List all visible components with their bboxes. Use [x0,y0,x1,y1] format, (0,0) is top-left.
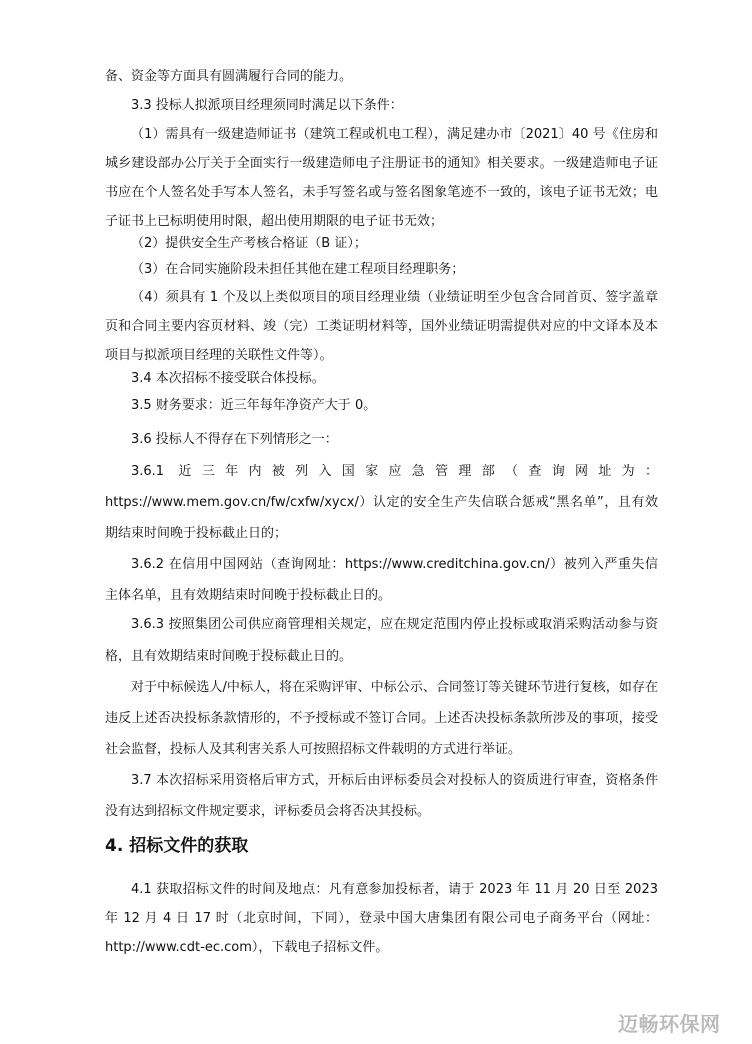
paragraph-3-4: 3.4 本次招标不接受联合体投标。 [131,371,325,386]
section-heading-4: 4. 招标文件的获取 [105,836,249,856]
paragraph-review: 对于中标候选人/中标人，将在采购评审、中标公示、合同签订等关键环节进行复核，如存在违反上述否决投标条款情形的，不予授标或不签订合同。上述否决投标条款所涉及的事项，接受社会监督，投标人及其利害关系人可按照招标文件载明的方式进行举证。 [105,680,658,757]
paragraph-3-3-1: （1）需具有一级建造师证书（建筑工程或机电工程），满足建办市〔2021〕40 号《住房和城乡建设部办公厅关于全面实行一级建造师电子注册证书的通知》相关要求。一级建造师电子证书应在个人签名处手写本人签名，未手写签名或与签名图象笔迹不一致的，该电子证书无效；电子证书上已标明使用时限，超出使用期限的电子证书无效； [105,127,658,229]
paragraph-3-3: 3.3 投标人拟派项目经理须同时满足以下条件： [131,98,403,113]
paragraph-3-5: 3.5 财务要求：近三年每年净资产大于 0。 [131,398,377,413]
watermark-logo: 迈畅环保网 [618,1012,721,1036]
paragraph-3-6: 3.6 投标人不得存在下列情形之一： [131,432,338,447]
paragraph-3-3-2: （2）提供安全生产考核合格证（B 证）； [131,236,367,251]
paragraph-3-6-2: 3.6.2 在信用中国网站（查询网址：https://www.creditchina.gov.cn/）被列入严重失信主体名单，且有效期结束时间晚于投标截止日的。 [105,557,658,603]
paragraph-4-1: 4.1 获取招标文件的时间及地点：凡有意参加投标者，请于 2023 年 11 月 20 日至 2023 年 12 月 4 日 17 时（北京时间，下同），登录中国大唐集团有限公司电子商务平台（网址：http://www.cdt-ec.com），下载电子招标文件。 [105,882,658,955]
paragraph-continuation: 备、资金等方面具有圆满履行合同的能力。 [105,69,353,84]
paragraph-3-6-3: 3.6.3 按照集团公司供应商管理相关规定，应在规定范围内停止投标或取消采购活动参与资格，且有效期结束时间晚于投标截止日的。 [105,617,658,664]
paragraph-3-7: 3.7 本次招标采用资格后审方式，开标后由评标委员会对投标人的资质进行审查，资格条件没有达到招标文件规定要求，评标委员会将否决其投标。 [105,773,658,819]
paragraph-3-6-1: 3.6.1 近三年内被列入国家应急管理部（查询网址为：https://www.mem.gov.cn/fw/cxfw/xycx/）认定的安全生产失信联合惩戒“黑名单”，且有效期结束时间晚于投标截止日的； [105,464,658,541]
paragraph-3-3-4: （4）须具有 1 个及以上类似项目的项目经理业绩（业绩证明至少包含合同首页、签字盖章页和合同主要内容页材料、竣（完）工类证明材料等，国外业绩证明需提供对应的中文译本及本项目与拟派项目经理的关联性文件等）。 [105,290,658,363]
paragraph-3-3-3: （3）在合同实施阶段未担任其他在建工程项目经理职务； [131,262,465,277]
